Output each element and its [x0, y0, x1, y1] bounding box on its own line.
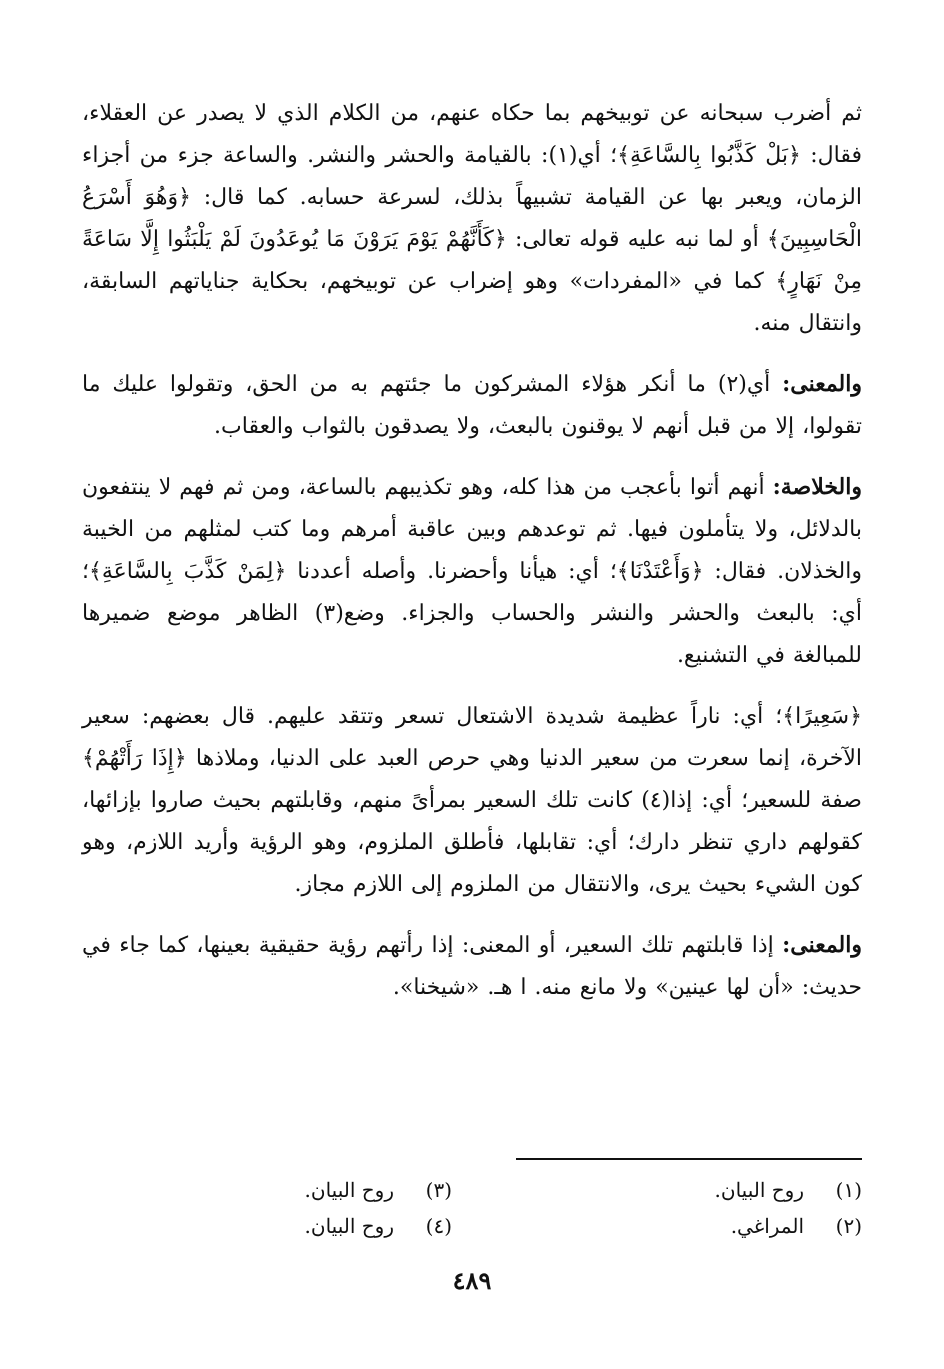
- footnote-number: (٤): [425, 1214, 452, 1238]
- footnote-item: [492, 1176, 862, 1204]
- footnote-text: روح البيان.: [304, 1178, 394, 1202]
- footnote-number: (٢): [835, 1214, 862, 1238]
- paragraph-2-lead: والمعنى:: [782, 371, 862, 397]
- footnote-text: روح البيان.: [714, 1178, 804, 1202]
- paragraph-4-text: ﴿سَعِيرًا﴾؛ أي: ناراً عظيمة شديدة الاشتعال تسعر وتتقد عليهم. قال بعضهم: سعير الآخرة، إنما سعرت من سعير الدنيا وهي حرص العبد على الدنيا، وملاذها ﴿إِذَا رَأَتْهُمْ﴾ صفة للسعير؛ أي: إذا(٤) كانت تلك السعير بمرأىً منهم، وقابلتهم بحيث صاروا بإزائها، كقولهم داري تنظر دارك؛ أي: تقابلها، فأطلق الملزوم، وهو الرؤية وأريد اللازم، وهو كون الشيء بحيث يرى، والانتقال من الملزوم إلى اللازم مجاز.: [82, 704, 862, 897]
- footnote-number: (٣): [425, 1178, 452, 1202]
- footnote-item: [82, 1176, 452, 1204]
- footnote-number: (١): [835, 1178, 862, 1202]
- footnote-item: [82, 1212, 452, 1240]
- paragraph-5-lead: والمعنى:: [782, 932, 862, 958]
- paragraph-1-text: ثم أضرب سبحانه عن توبيخهم بما حكاه عنهم، من الكلام الذي لا يصدر عن العقلاء، فقال: ﴿بَلْ كَذَّبُوا بِالسَّاعَةِ﴾؛ أي(١): بالقيامة والحشر والنشر. والساعة جزء من أجزاء الزمان، ويعبر بها عن القيامة تشبيهاً بذلك، لسرعة حسابه. كما قال: ﴿وَهُوَ أَسْرَعُ الْحَاسِبِينَ﴾ أو لما نبه عليه قوله تعالى: ﴿كَأَنَّهُمْ يَوْمَ يَرَوْنَ مَا يُوعَدُونَ لَمْ يَلْبَثُوا إِلَّا سَاعَةً مِنْ نَهَارٍ﴾ كما في «المفردات» وهو إضراب عن توبيخهم، بحكاية جناياتهم السابقة، وانتقال منه.: [82, 101, 862, 336]
- page-number: ٤٨٩: [452, 1266, 492, 1295]
- paragraph-3: [82, 466, 862, 677]
- paragraph-4: [82, 695, 862, 906]
- paragraph-3-text: أنهم أتوا بأعجب من هذا كله، وهو تكذيبهم بالساعة، ومن ثم فهم لا ينتفعون بالدلائل، ولا يتأملون فيها. ثم توعدهم وبين عاقبة أمرهم وما كتب لمثلهم من الخيبة والخذلان. فقال: ﴿وَأَعْتَدْنَا﴾؛ أي: هيأنا وأحضرنا. وأصله أعددنا ﴿لِمَنْ كَذَّبَ بِالسَّاعَةِ﴾؛ أي: بالبعث والحشر والنشر والحساب والجزاء. وضع(٣) الظاهر موضع ضميرها للمبالغة في التشنيع.: [82, 475, 863, 668]
- footnote-divider: [516, 1158, 862, 1160]
- footnote-item: [492, 1212, 862, 1240]
- paragraph-2-text: أي(٢) ما أنكر هؤلاء المشركون ما جئتهم به من الحق، وتقولوا عليك ما تقولوا، إلا من قبل أنهم لا يوقنون بالبعث، ولا يصدقون بالثواب والعقاب.: [82, 372, 862, 439]
- paragraph-2: [82, 363, 862, 448]
- footnote-text: المراغي.: [730, 1214, 804, 1238]
- paragraph-1: [82, 92, 862, 345]
- paragraph-5-text: إذا قابلتهم تلك السعير، أو المعنى: إذا رأتهم رؤية حقيقية بعينها، كما جاء في حديث: «أن لها عينين» ولا مانع منه. ا هـ. «شيخنا».: [82, 933, 862, 1000]
- footnote-text: روح البيان.: [304, 1214, 394, 1238]
- paragraph-3-lead: والخلاصة:: [772, 474, 862, 500]
- paragraph-5: [82, 924, 862, 1009]
- footnotes: [82, 1176, 862, 1240]
